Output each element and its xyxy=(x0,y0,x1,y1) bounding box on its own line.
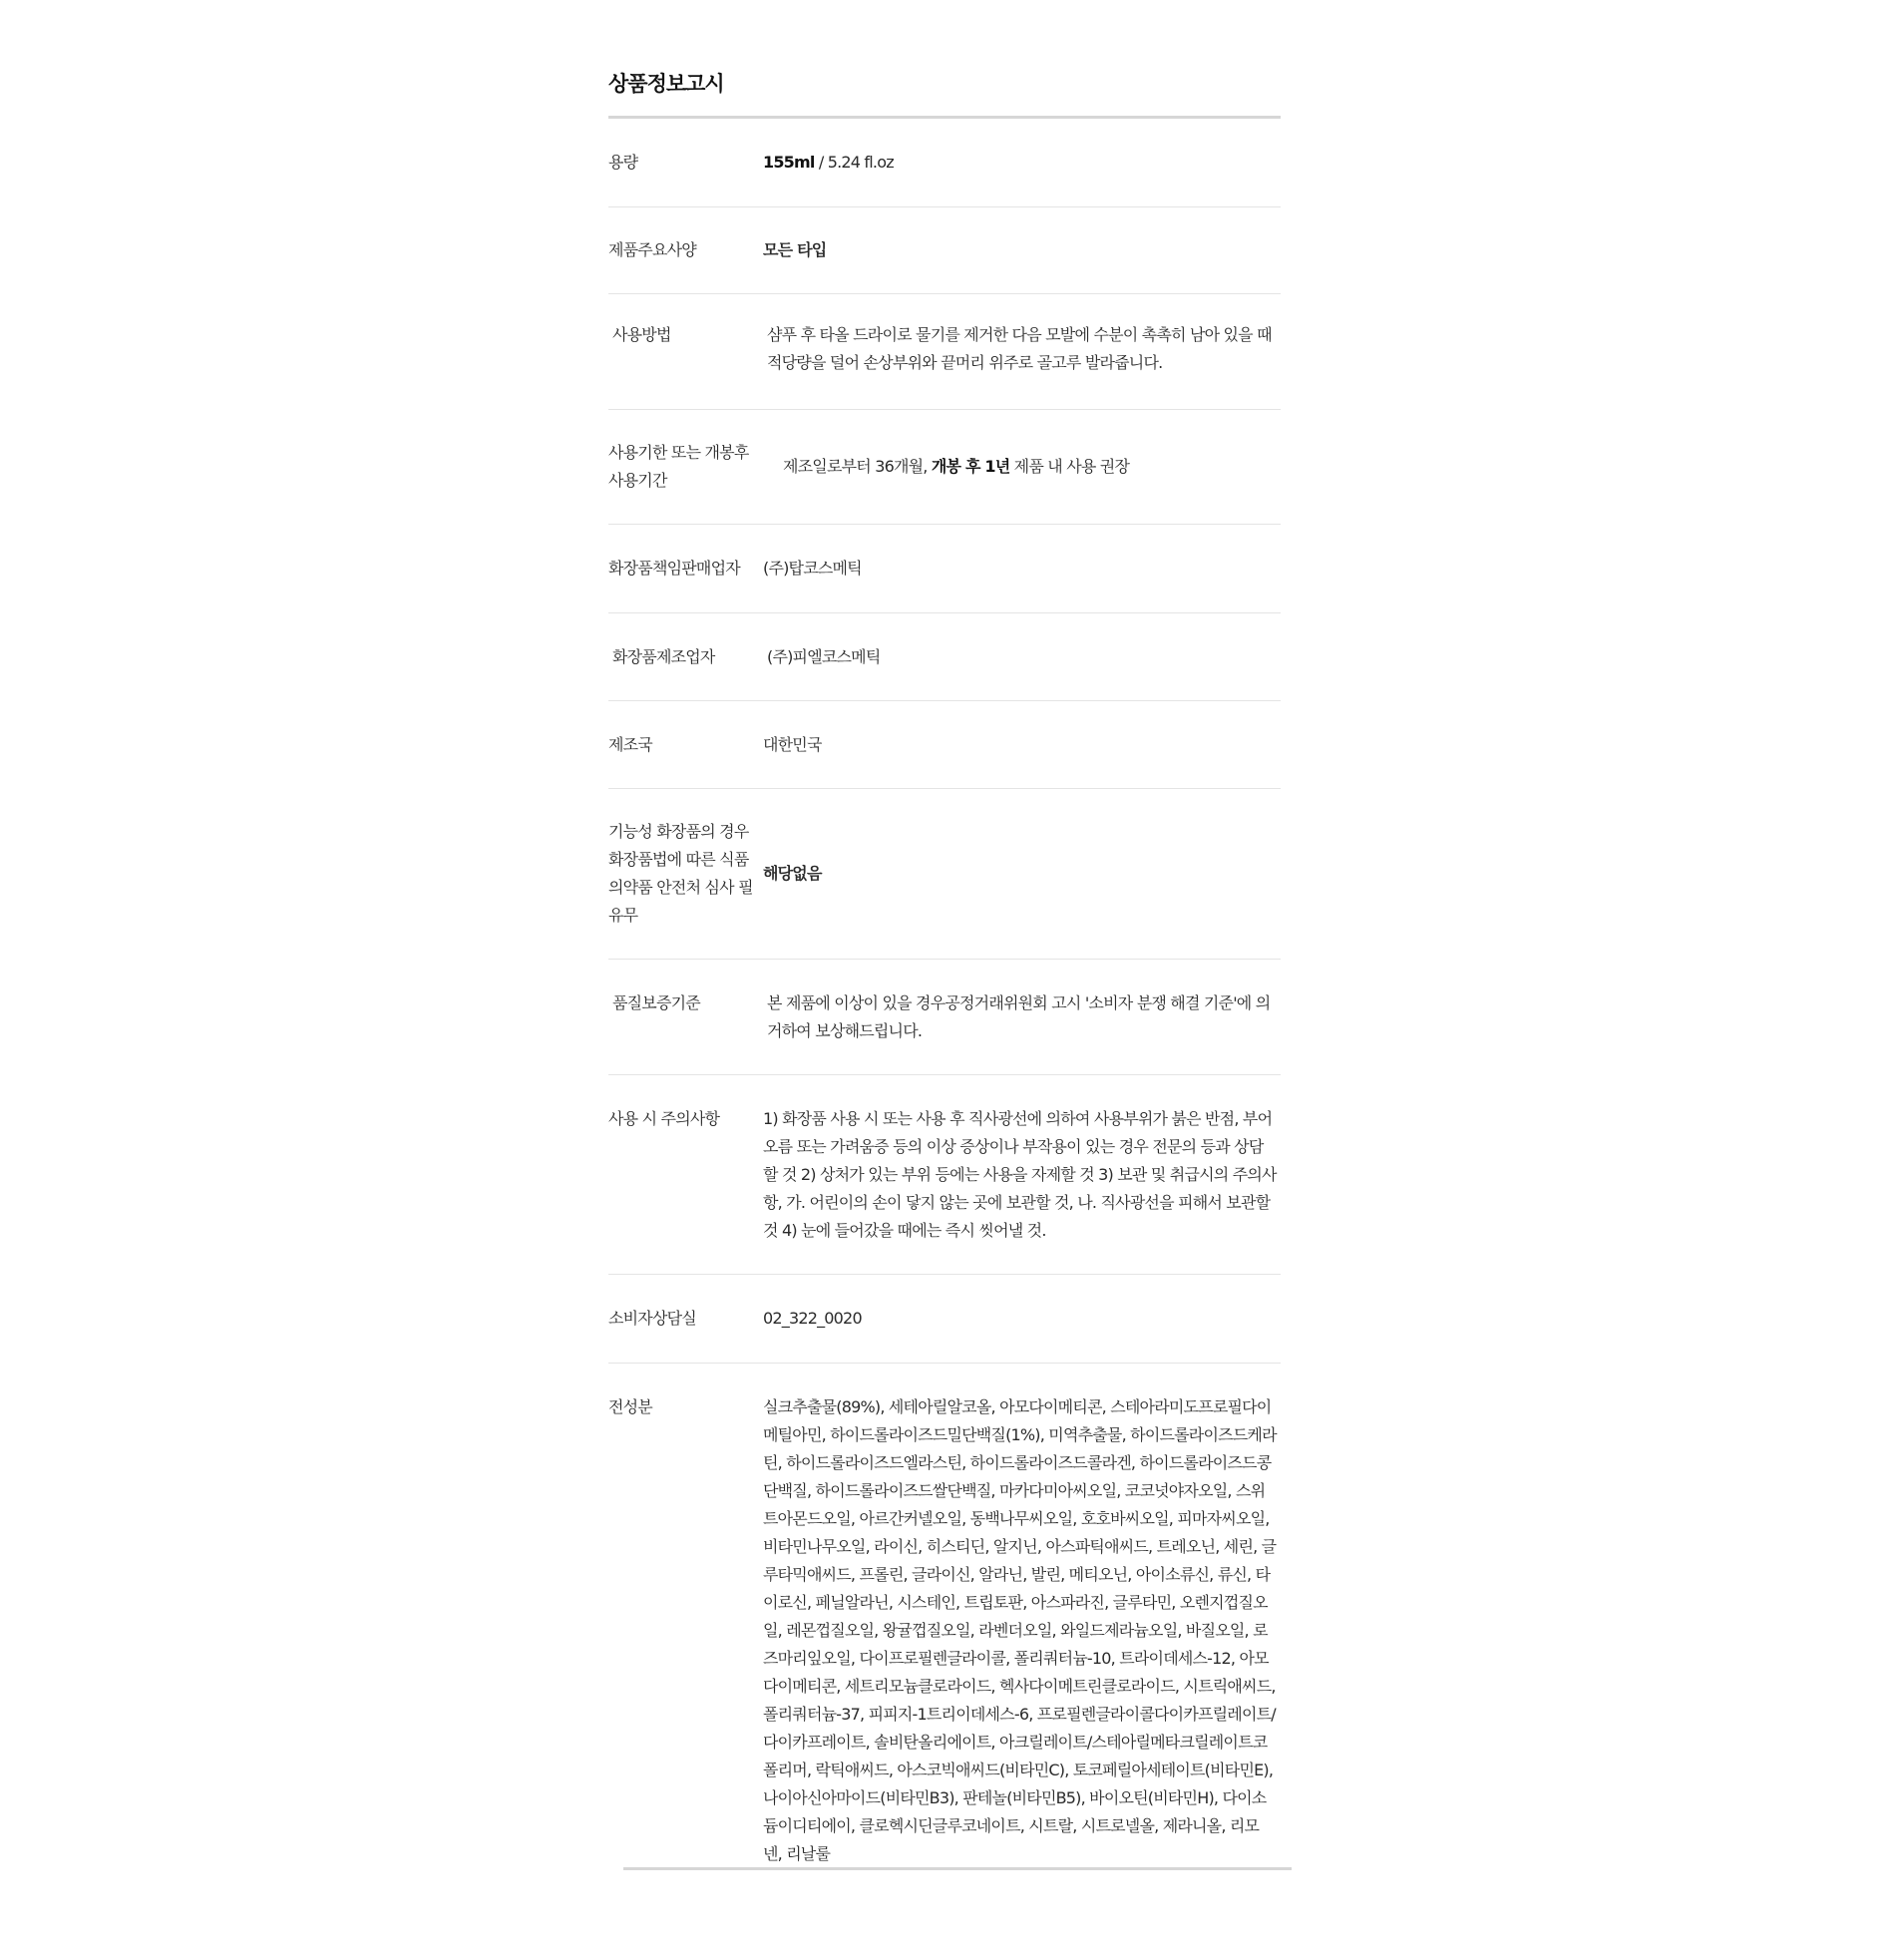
info-label: 기능성 화장품의 경우 화장품법에 따른 식품의약품 안전처 심사 필 유무 xyxy=(608,822,753,925)
info-label: 제조국 xyxy=(608,734,652,754)
info-row-consumer-center xyxy=(608,1275,1281,1364)
info-row-usage xyxy=(608,294,1281,410)
info-label: 전성분 xyxy=(608,1397,652,1416)
info-label: 제품주요사양 xyxy=(608,240,696,259)
info-row-quality xyxy=(608,960,1281,1075)
info-row-capacity xyxy=(608,119,1281,207)
info-label: 사용기한 또는 개봉후 사용기간 xyxy=(608,443,749,490)
info-value: (주)탑코스메틱 xyxy=(763,559,862,578)
info-value: 02_322_0020 xyxy=(763,1309,862,1328)
info-row-functional xyxy=(608,789,1281,960)
info-value: (주)피엘코스메틱 xyxy=(767,646,881,666)
shelf-life-text: 제조일로부터 36개월, xyxy=(783,457,932,476)
info-label: 화장품제조업자 xyxy=(612,646,715,666)
info-label: 사용 시 주의사항 xyxy=(608,1109,720,1128)
shelf-life-suffix: 제품 내 사용 권장 xyxy=(1009,457,1130,476)
info-row-manufacturer xyxy=(608,613,1281,701)
capacity-floz: / 5.24 fl.oz xyxy=(814,153,894,172)
info-row-country xyxy=(608,701,1281,789)
info-row-seller xyxy=(608,525,1281,613)
info-value: 본 제품에 이상이 있을 경우공정거래위원회 고시 '소비자 분쟁 해결 기준'에 의거하여 보상해드립니다. xyxy=(767,993,1271,1040)
product-info-notice xyxy=(608,68,1281,1868)
info-label: 사용방법 xyxy=(612,325,671,344)
info-row-caution xyxy=(608,1075,1281,1275)
page-title: 상품정보고시 xyxy=(608,72,724,96)
capacity-ml: 155ml xyxy=(763,153,815,172)
info-value: 해당없음 xyxy=(763,864,822,883)
info-value: 샴푸 후 타올 드라이로 물기를 제거한 다음 모발에 수분이 촉촉히 남아 있을 때 적당량을 덜어 손상부위와 끝머리 위주로 골고루 발라줍니다. xyxy=(767,325,1272,372)
info-value: 1) 화장품 사용 시 또는 사용 후 직사광선에 의하여 사용부위가 붉은 반점, 부어오름 또는 가려움증 등의 이상 증상이나 부작용이 있는 경우 전문의 등과 상담할 것 2) 상처가 있는 부위 등에는 사용을 자제할 것 3) 보관 및 취급시의 주의사항, 가. 어린이의 손이 닿지 않는 곳에 보관할 것, 나. 직사광선을 피해서 보관할 것 4) 눈에 들어갔을 때에는 즉시 씻어낼 것. xyxy=(763,1109,1277,1240)
info-label: 품질보증기준 xyxy=(612,993,700,1012)
info-value: 대한민국 xyxy=(763,734,822,754)
shelf-life-after-open: 개봉 후 1년 xyxy=(931,457,1010,476)
bottom-divider xyxy=(623,1867,1292,1870)
info-value xyxy=(763,149,1281,177)
info-label: 소비자상담실 xyxy=(608,1309,696,1328)
info-row-ingredients xyxy=(608,1364,1281,1868)
info-value xyxy=(783,453,1281,481)
info-value: 실크추출물(89%), 세테아릴알코올, 아모다이메티콘, 스테아라미도프로필다이메틸아민, 하이드롤라이즈드밀단백질(1%), 미역추출물, 하이드롤라이즈드케라틴, 하이드롤라이즈드엘라스틴, 하이드롤라이즈드콜라겐, 하이드롤라이즈드콩단백질, 하이드롤라이즈드쌀단백질, 마카다미아씨오일, 코코넛야자오일, 스위트아몬드오일, 아르간커넬오일, 동백나무씨오일, 호호바씨오일, 피마자씨오일, 비타민나무오일, 라이신, 히스티딘, 알지닌, 아스파틱애씨드, 트레오닌, 세린, 글루타믹애씨드, 프롤린, 글라이신, 알라닌, 발린, 메티오닌, 아이소류신, 류신, 타이로신, 페닐알라닌, 시스테인, 트립토판, 아스파라진, 글루타민, 오렌지껍질오일, 레몬껍질오일, 왕귤껍질오일, 라벤더오일, 와일드제라늄오일, 바질오일, 로즈마리잎오일, 다이프로필렌글라이콜, 폴리쿼터늄-10, 트라이데세스-12, 아모다이메티콘, 세트리모늄클로라이드, 헥사다이메트린클로라이드, 시트릭애씨드, 폴리쿼터늄-37, 피피지-1트리이데세스-6, 프로필렌글라이콜다이카프릴레이트/다이카프레이트, 솔비탄올리에이트, 아크릴레이트/스테아릴메타크릴레이트코폴리머, 락틱애씨드, 아스코빅애씨드(비타민C), 토코페릴아세테이트(비타민E), 나이아신아마이드(비타민B3), 판테놀(비타민B5), 바이오틴(비타민H), 다이소듐이디티에이, 클로헥시딘글루코네이트, 시트랄, 시트로넬올, 제라니올, 리모넨, 리날룰 xyxy=(763,1397,1277,1863)
info-label: 용량 xyxy=(608,153,638,172)
info-value: 모든 타입 xyxy=(763,240,827,259)
info-label: 화장품책임판매업자 xyxy=(608,559,740,578)
info-row-shelf-life xyxy=(608,410,1281,525)
info-row-spec xyxy=(608,207,1281,294)
